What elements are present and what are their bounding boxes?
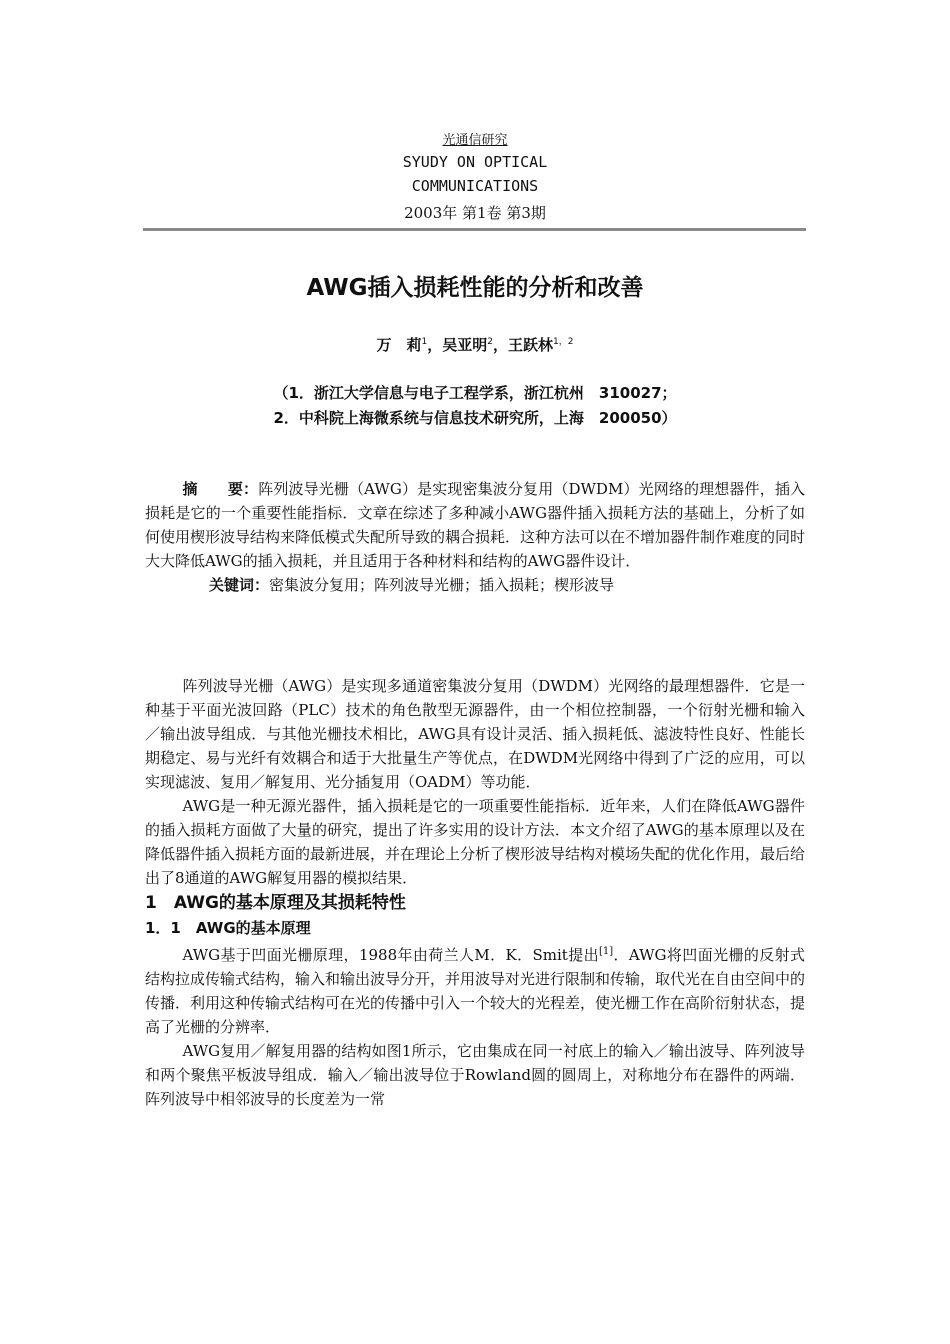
paragraph-text: AWG基于凹面光栅原理，1988年由荷兰人M．K．Smit提出	[182, 946, 599, 964]
keywords-label: 关键词：	[209, 576, 270, 594]
affiliation-line-1: （1．浙江大学信息与电子工程学系，浙江杭州 310027；	[273, 384, 677, 402]
author-name: 王跃林	[508, 336, 554, 354]
body-text	[145, 674, 805, 1111]
body-paragraph: 阵列波导光栅（AWG）是实现多通道密集波分复用（DWDM）光网络的最理想器件．它是一种基于平面光波回路（PLC）技术的角色散型无源器件，由一个相位控制器，一个衍射光栅和输入／输出波导组成．与其他光栅技术相比，AWG具有设计灵活、插入损耗低、滤波特性良好、性能长期稳定、易与光纤有效耦合和适于大批量生产等优点，在DWDM光网络中得到了广泛的应用，可以实现滤波、复用／解复用、光分插复用（OADM）等功能．	[145, 677, 805, 791]
keywords-line	[145, 573, 805, 597]
journal-name-en-line2: COMMUNICATIONS	[411, 177, 539, 195]
article-title: AWG插入损耗性能的分析和改善	[306, 275, 644, 301]
journal-name-cn: 光通信研究	[442, 133, 508, 148]
author-name: 吴亚明	[442, 336, 488, 354]
abstract-paragraph	[145, 477, 805, 573]
subsection-heading: 1．1 AWG的基本原理	[145, 919, 311, 937]
author-affiliation-mark: 1	[421, 337, 428, 347]
author-separator: ，	[493, 336, 509, 354]
affiliation-line-2: 2．中科院上海微系统与信息技术研究所，上海 200050）	[273, 409, 677, 427]
author-list	[0, 334, 950, 355]
body-paragraph: AWG是一种无源光器件，插入损耗是它的一项重要性能指标．近年来，人们在降低AWG器件的插入损耗方面做了大量的研究，提出了许多实用的设计方法．本文介绍了AWG的基本原理以及在降低器件插入损耗方面的最新进展，并在理论上分析了楔形波导结构对模场失配的优化作用，最后给出了8通道的AWG解复用器的模拟结果．	[145, 797, 806, 887]
author-name: 万 莉	[376, 336, 422, 354]
author-separator: ，	[427, 336, 443, 354]
paragraph-text: ．AWG将凹面光栅的反射式结构拉成传输式结构，输入和输出波导分开，并用波导对光进行限制和传输，取代光在自由空间中的传播．利用这种传输式结构可在光的传播中引入一个较大的光程差，使光栅工作在高阶衍射状态，提高了光栅的分辨率．	[145, 946, 806, 1036]
body-paragraph: AWG复用／解复用器的结构如图1所示，它由集成在同一衬底上的输入／输出波导、阵列波导和两个聚焦平板波导组成．输入／输出波导位于Rowland圆的圆周上，对称地分布在器件的两端．阵列波导中相邻波导的长度差为一常	[145, 1042, 805, 1108]
header-divider	[143, 228, 806, 231]
journal-name-en-line1: SYUDY ON OPTICAL	[402, 153, 548, 171]
author-affiliation-mark: 2	[487, 337, 494, 347]
keywords-text: 密集波分复用；阵列波导光栅；插入损耗；楔形波导	[269, 576, 615, 594]
section-heading: 1 AWG的基本原理及其损耗特性	[145, 893, 406, 913]
abstract-label: 摘 要：	[182, 480, 259, 498]
citation-reference: [1]	[598, 946, 614, 957]
journal-issue: 2003年 第1卷 第3期	[404, 204, 546, 222]
abstract-section	[145, 477, 805, 597]
body-paragraph	[145, 940, 805, 1039]
abstract-text: 阵列波导光栅（AWG）是实现密集波分复用（DWDM）光网络的理想器件，插入损耗是它的一个重要性能指标．文章在综述了多种减小AWG器件插入损耗方法的基础上，分析了如何使用楔形波导结构来降低模式失配所导致的耦合损耗．这种方法可以在不增加器件制作难度的同时大大降低AWG的插入损耗，并且适用于各种材料和结构的AWG器件设计．	[145, 480, 806, 570]
author-affiliation-mark: 1，2	[553, 337, 574, 347]
